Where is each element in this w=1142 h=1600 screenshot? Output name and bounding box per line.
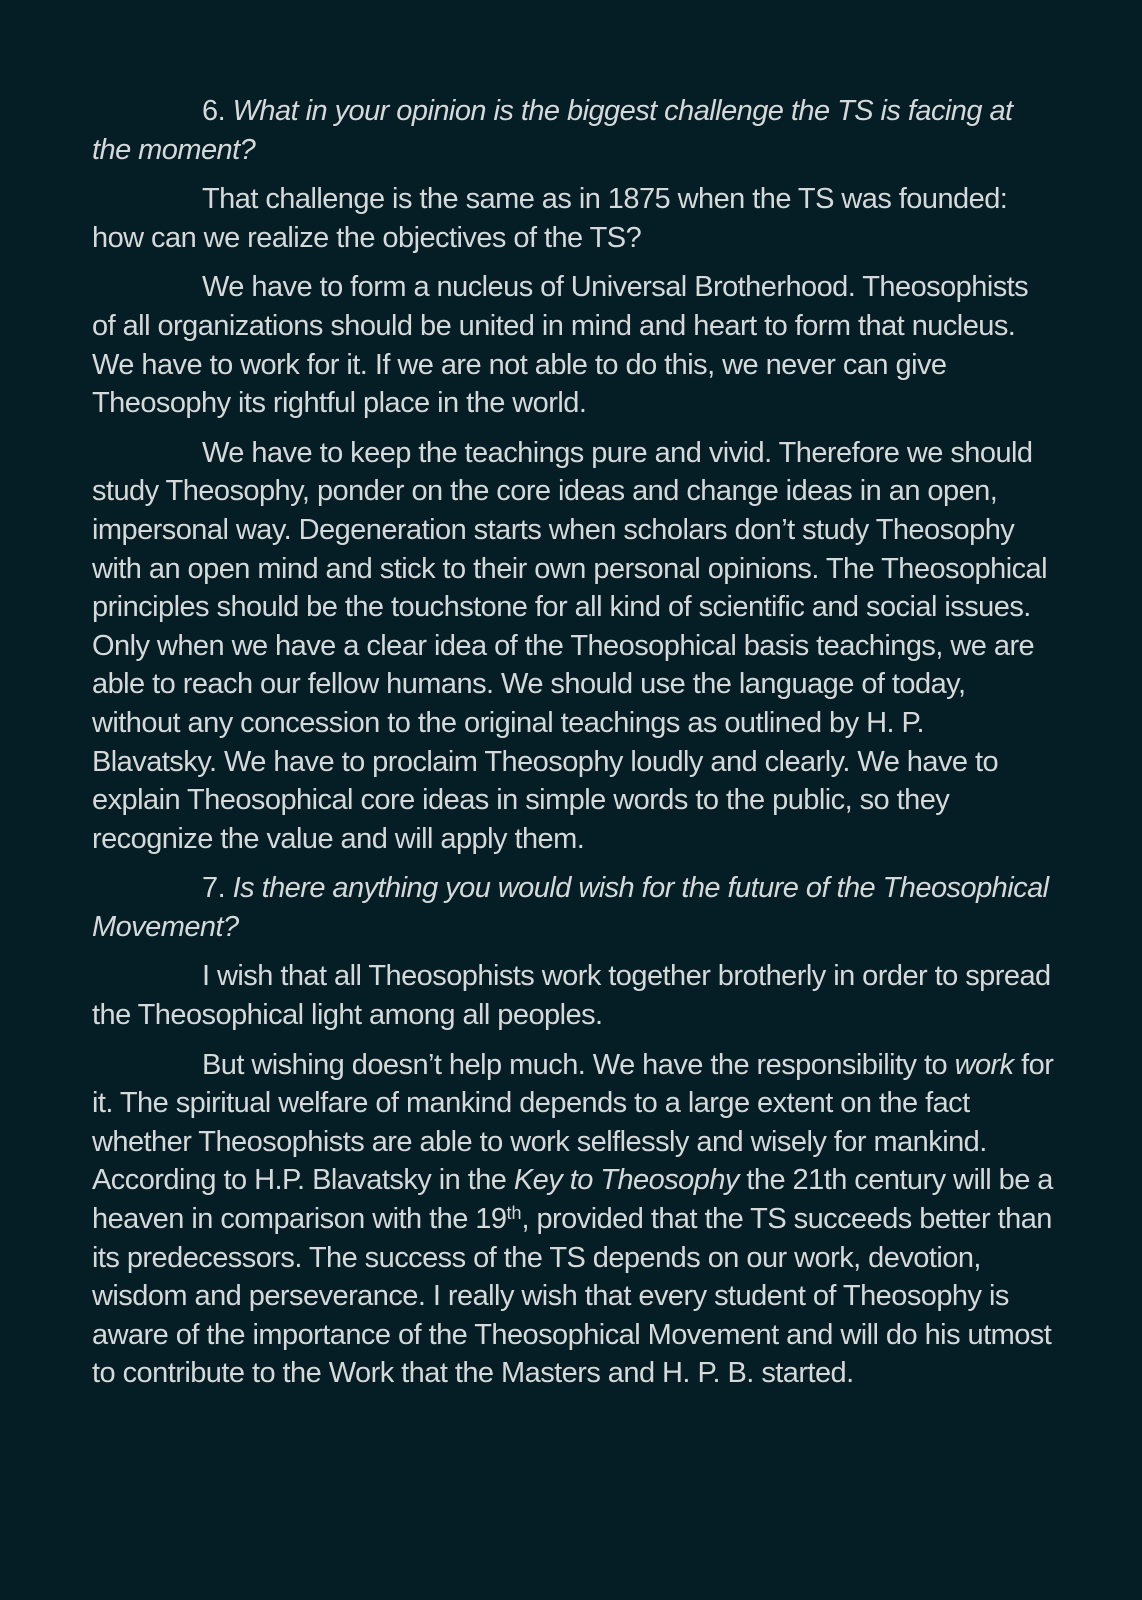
question-7: [92, 869, 1054, 946]
question-text: What in your opinion is the biggest challenge the TS is facing at the moment?: [92, 95, 1013, 166]
answer-paragraph: I wish that all Theosophists work together brotherly in order to spread the Theosophical light among all peoples.: [92, 960, 1051, 1032]
text-run: the 21th century will be a heaven in comparison with the 19: [92, 1164, 1053, 1236]
question-number: 7.: [202, 872, 226, 905]
question-text: Is there anything you would wish for the future of the Theosophical Movement?: [92, 872, 1049, 943]
question-number: 6.: [202, 95, 226, 127]
emphasis-work: work: [954, 1048, 1014, 1081]
text-run: for it. The spiritual welfare of mankind depends to a large extent on the fact whether Theosophists are able to work selflessly and wisely for mankind. According to H.P. Blavatsky in the: [92, 1048, 1054, 1197]
question-6: [92, 92, 1054, 169]
text-run: But wishing doesn’t help much. We have the responsibility to: [202, 1048, 948, 1081]
answer-paragraph: We have to form a nucleus of Universal Brotherhood. Theosophists of all organizations should be united in mind and heart to form that nucleus. We have to work for it. If we are not able to do this, we never can give Theosophy its rightful place in the world.: [92, 271, 1029, 420]
answer-paragraph: That challenge is the same as in 1875 when the TS was founded: how can we realize the objectives of the TS?: [92, 183, 1008, 254]
ordinal-suffix: th: [506, 1203, 522, 1224]
answer-paragraph: We have to keep the teachings pure and vivid. Therefore we should study Theosophy, ponder on the core ideas and change ideas in an open, impersonal way. Degeneration starts when scholars don’t study Theosophy with an open mind and stick to their own personal opinions. The Theosophical principles should be the touchstone for all kind of scientific and social issues. Only when we have a clear idea of the Theosophical basis teachings, we are able to reach our fellow humans. We should use the language of today, without any concession to the original teachings as outlined by H. P. Blavatsky. We have to proclaim Theosophy loudly and clearly. We have to explain Theosophical core ideas in simple words to the public, so they recognize the value and will apply them.: [92, 436, 1048, 855]
text-run: , provided that the TS succeeds better than its predecessors. The success of the TS depends on our work, devotion, wisdom and perseverance. I really wish that every student of Theosophy is aware of the importance of the Theosophical Movement and will do his utmost to contribute to the Work that the Masters and H. P. B. started.: [92, 1203, 1052, 1390]
answer-paragraph: [92, 1046, 1054, 1393]
book-title: Key to Theosophy: [513, 1164, 739, 1197]
